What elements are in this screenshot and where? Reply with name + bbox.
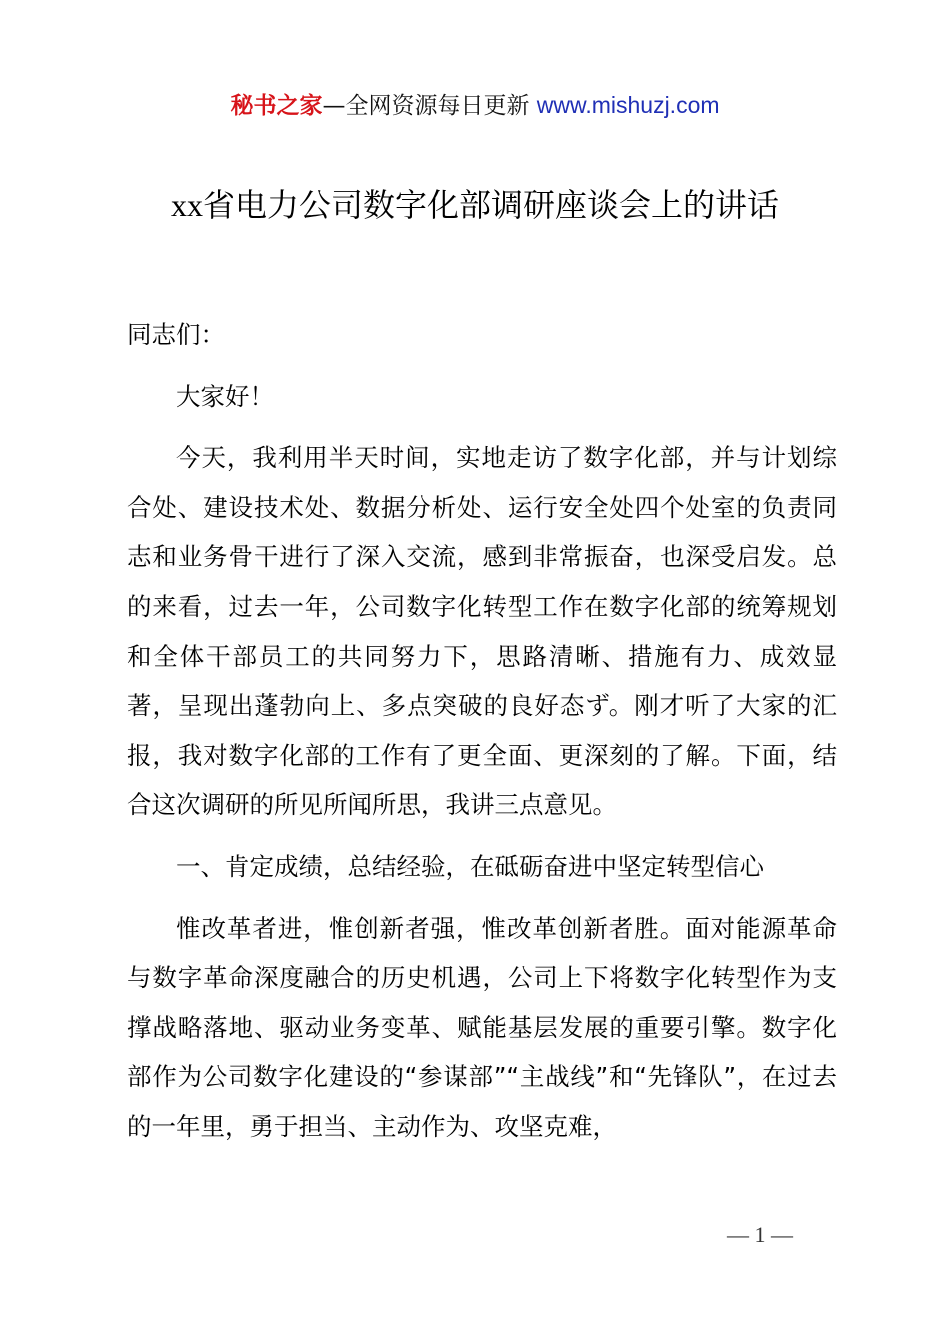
site-header	[0, 88, 950, 123]
greeting: 大家好！	[176, 381, 274, 411]
page-number: — 1 —	[727, 1222, 793, 1247]
title-text: 省电力公司数字化部调研座谈会上的讲话	[202, 186, 779, 224]
site-url-link[interactable]: www.mishuzj.com	[536, 92, 720, 118]
site-brand: 秘书之家	[230, 93, 323, 119]
section-heading-1: 一、肯定成绩，总结经验，在砥砺奋进中坚定转型信心	[176, 851, 764, 881]
site-tagline: —全网资源每日更新	[322, 93, 530, 119]
paragraph-intro: 今天，我利用半天时间，实地走访了数字化部，并与计划综合处、建设技术处、数据分析处、运行安全处四个处室的负责同志和业务骨干进行了深入交流，感到非常振奋，也深受启发。总的来看，过去一年，公司数字化转型工作在数字化部的统筹规划和全体干部员工的共同努力下，思路清晰、措施有力、成效显著，呈现出蓬勃向上、多点突破的良好态ず。刚才听了大家的汇报，我对数字化部的工作有了更全面、更深刻的了解。下面，结合这次调研的所见所闻所思，我讲三点意见。	[127, 443, 837, 820]
document-body	[127, 310, 837, 1164]
document-title	[0, 182, 950, 228]
paragraph-section-1: 惟改革者进，惟创新者强，惟改革创新者胜。面对能源革命与数字革命深度融合的历史机遇，公司上下将数字化转型作为支撑战略落地、驱动业务变革、赋能基层发展的重要引擎。数字化部作为公司数字化建设的“参谋部”“主战线”和“先锋队”，在过去的一年里，勇于担当、主动作为、攻坚克难，	[127, 913, 837, 1141]
salutation: 同志们：	[127, 320, 225, 349]
title-prefix: xx	[170, 187, 203, 223]
